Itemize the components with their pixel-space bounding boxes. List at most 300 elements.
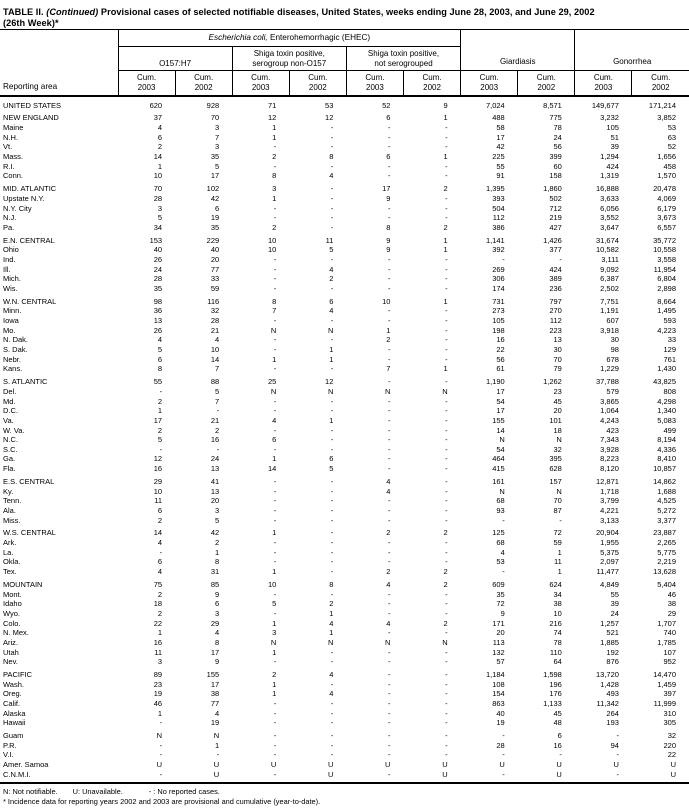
cell: 6 xyxy=(329,296,334,306)
row-label: Vt. xyxy=(3,142,13,152)
cell: 3,377 xyxy=(657,515,677,525)
cell: 220 xyxy=(663,740,677,750)
cell: 1 xyxy=(157,628,163,638)
cell: 2 xyxy=(329,599,334,609)
cell: 2 xyxy=(157,425,163,435)
cell: - xyxy=(159,547,163,557)
cell: - xyxy=(445,689,448,699)
cell: 1,428 xyxy=(600,679,619,689)
cell: 5,775 xyxy=(657,547,677,557)
table-row xyxy=(0,274,689,284)
cell: - xyxy=(445,476,448,486)
row-label: Guam xyxy=(3,731,24,741)
cell: - xyxy=(387,415,391,425)
cell: 78 xyxy=(553,123,562,133)
cell: 928 xyxy=(206,100,220,110)
cell: 7 xyxy=(215,364,220,374)
row-label: Calif. xyxy=(3,698,21,708)
cell: 4 xyxy=(329,306,334,316)
cell: 5 xyxy=(329,245,334,255)
row-label: N.Y. City xyxy=(3,203,32,213)
cell: 40 xyxy=(153,245,163,255)
cell: 6,804 xyxy=(657,274,677,284)
cell: 89 xyxy=(153,670,163,679)
cell: 952 xyxy=(663,657,677,667)
cell: 6 xyxy=(557,731,562,741)
row-label: MID. ATLANTIC xyxy=(3,184,57,194)
table-row xyxy=(0,577,689,590)
cell: 4 xyxy=(329,171,334,181)
cell: 1 xyxy=(443,235,448,245)
row-label: N. Dak. xyxy=(3,335,29,345)
cell: - xyxy=(273,718,277,728)
table-row xyxy=(0,194,689,204)
cell: 7 xyxy=(272,306,277,316)
row-label: W.S. CENTRAL xyxy=(3,528,56,538)
table-row xyxy=(0,525,689,538)
cell: N xyxy=(327,386,334,396)
notifiable-diseases-table xyxy=(0,29,689,784)
cell: 10,582 xyxy=(595,245,619,255)
cell: 2 xyxy=(443,579,448,589)
cell: 14 xyxy=(210,354,220,364)
cell: 20 xyxy=(210,254,220,264)
cell: - xyxy=(216,444,220,454)
cell: 55 xyxy=(610,589,619,599)
cell: 10 xyxy=(267,235,277,245)
cell: - xyxy=(445,547,448,557)
cell: 60 xyxy=(553,161,562,171)
cell: 39 xyxy=(610,142,619,152)
cell: 1 xyxy=(329,345,334,355)
cell: 377 xyxy=(549,245,562,255)
table-row xyxy=(0,496,689,506)
cell: 55 xyxy=(153,377,163,387)
cell: 8,194 xyxy=(657,435,677,445)
cell: 4,336 xyxy=(657,444,677,454)
table-row xyxy=(0,326,689,336)
cell: - xyxy=(159,750,163,760)
cell: 3 xyxy=(215,123,220,133)
cell: - xyxy=(445,608,448,618)
cell: 6,387 xyxy=(600,274,619,284)
row-label: W. Va. xyxy=(3,425,25,435)
table-row xyxy=(0,638,689,648)
cell: N xyxy=(556,435,562,445)
row-label: Del. xyxy=(3,386,17,396)
cell: 85 xyxy=(210,579,220,589)
cell: 464 xyxy=(492,454,505,464)
cell: 502 xyxy=(549,193,562,203)
cell: - xyxy=(445,415,448,425)
cell: - xyxy=(387,254,391,264)
cell: 9 xyxy=(386,193,391,203)
table-row xyxy=(0,689,689,699)
cell: 2,219 xyxy=(657,557,677,567)
cell: - xyxy=(330,132,334,142)
cell: 3 xyxy=(215,608,220,618)
cell: 26 xyxy=(153,254,163,264)
cell: - xyxy=(502,769,505,779)
cell: 12 xyxy=(325,377,334,387)
cell: U xyxy=(156,760,163,770)
cell: 14,862 xyxy=(653,476,677,486)
row-label: E.S. CENTRAL xyxy=(3,476,55,486)
row-label: V.I. xyxy=(3,750,14,760)
cell: 4,849 xyxy=(600,579,619,589)
cell: 22 xyxy=(667,750,677,760)
cell: - xyxy=(387,740,391,750)
cell: 8 xyxy=(215,637,220,647)
cum-2003-header: Cum. 2003 xyxy=(232,71,289,96)
table-row xyxy=(0,213,689,223)
cell: 14 xyxy=(153,152,163,162)
row-label: Okla. xyxy=(3,557,21,567)
row-label: Ga. xyxy=(3,454,16,464)
cell: 1,319 xyxy=(600,171,619,181)
cell: 93 xyxy=(496,505,505,515)
cell: 23 xyxy=(153,679,163,689)
cell: 521 xyxy=(606,628,619,638)
cell: - xyxy=(330,698,334,708)
cell: - xyxy=(445,486,448,496)
cell: - xyxy=(330,515,334,525)
cell: 21 xyxy=(210,325,220,335)
cell: - xyxy=(445,454,448,464)
cell: 579 xyxy=(606,386,619,396)
cell: - xyxy=(216,750,220,760)
cell: 236 xyxy=(549,283,562,293)
cell: N xyxy=(556,486,562,496)
cell: 2 xyxy=(386,335,391,345)
table-row xyxy=(0,110,689,123)
cell: 6 xyxy=(157,132,163,142)
cell: 11,477 xyxy=(596,567,619,577)
cell: 306 xyxy=(492,274,505,284)
cell: - xyxy=(445,496,448,506)
cell: - xyxy=(387,464,391,474)
cell: 4 xyxy=(329,670,334,679)
table-row xyxy=(0,406,689,416)
cell: 20,904 xyxy=(595,528,619,538)
cell: - xyxy=(330,142,334,152)
cell: 155 xyxy=(492,415,505,425)
cell: 3,852 xyxy=(657,113,677,123)
cell: 3,673 xyxy=(657,213,677,223)
cell: 1,340 xyxy=(657,406,677,416)
cell: - xyxy=(330,444,334,454)
cell: - xyxy=(502,750,505,760)
cell: 14,470 xyxy=(653,670,677,679)
cell: U xyxy=(327,769,334,779)
cell: - xyxy=(445,538,448,548)
table-title-week: (26th Week)* xyxy=(3,17,59,28)
cell: 2,502 xyxy=(600,283,619,293)
cell: 74 xyxy=(553,628,562,638)
cell: 264 xyxy=(606,708,619,718)
row-label: Colo. xyxy=(3,618,21,628)
cell: - xyxy=(445,132,448,142)
cell: 2 xyxy=(443,184,448,194)
cell: 1,688 xyxy=(657,486,677,496)
cell: - xyxy=(445,628,448,638)
cell: - xyxy=(445,444,448,454)
cell: 11 xyxy=(154,647,163,657)
cell: 17 xyxy=(210,647,220,657)
cell: - xyxy=(387,203,391,213)
row-label: Alaska xyxy=(3,708,26,718)
cell: 1 xyxy=(272,132,277,142)
table-row xyxy=(0,387,689,397)
cell: 20 xyxy=(553,406,562,416)
cell: - xyxy=(330,222,334,232)
cell: - xyxy=(445,505,448,515)
cell: 30 xyxy=(610,335,619,345)
cell: 1,430 xyxy=(657,364,677,374)
cell: - xyxy=(330,254,334,264)
cell: - xyxy=(273,547,277,557)
table-row xyxy=(0,223,689,233)
cell: - xyxy=(330,538,334,548)
row-label: Maine xyxy=(3,123,24,133)
table-row xyxy=(0,567,689,577)
cell: - xyxy=(330,123,334,133)
cell: - xyxy=(387,274,391,284)
cell: 624 xyxy=(549,579,562,589)
cell: 41 xyxy=(210,476,220,486)
cell: - xyxy=(445,647,448,657)
cell: 1,459 xyxy=(657,679,677,689)
cell: 51 xyxy=(610,132,619,142)
cell: 20 xyxy=(496,628,505,638)
cell: 1 xyxy=(272,567,277,577)
cell: - xyxy=(330,425,334,435)
cell: 13,720 xyxy=(595,670,619,679)
cell: 34 xyxy=(553,589,562,599)
row-label: Tenn. xyxy=(3,496,22,506)
cell: - xyxy=(445,679,448,689)
cell: - xyxy=(445,750,448,760)
table-row xyxy=(0,770,689,784)
cell: 8 xyxy=(157,364,163,374)
cell: 392 xyxy=(492,245,505,255)
cell: 112 xyxy=(549,316,562,326)
cell: - xyxy=(330,161,334,171)
cell: - xyxy=(216,406,220,416)
cell: - xyxy=(445,557,448,567)
cell: - xyxy=(387,425,391,435)
cell: - xyxy=(273,254,277,264)
cell: 395 xyxy=(549,454,562,464)
table-row xyxy=(0,445,689,455)
row-label: N. Mex. xyxy=(3,628,29,638)
cum-2002-header: Cum. 2002 xyxy=(632,71,689,96)
cell: - xyxy=(445,425,448,435)
cell: 31,674 xyxy=(595,235,619,245)
cell: - xyxy=(330,496,334,506)
ehec-group-header xyxy=(118,30,461,47)
cell: - xyxy=(387,679,391,689)
table-row xyxy=(0,335,689,345)
cell: 2 xyxy=(157,515,163,525)
table-row xyxy=(0,133,689,143)
cell: 12 xyxy=(267,113,277,123)
cell: 72 xyxy=(496,599,505,609)
cell: - xyxy=(273,708,277,718)
cell: U xyxy=(556,769,562,779)
row-label: Conn. xyxy=(3,171,24,181)
cell: - xyxy=(387,608,391,618)
table-row xyxy=(0,599,689,609)
shiga-not-sero-line2: not serogrouped xyxy=(374,58,433,68)
cell: 9 xyxy=(215,657,220,667)
cell: 35 xyxy=(153,283,163,293)
table-row xyxy=(0,316,689,326)
cell: 607 xyxy=(606,316,619,326)
o157-header xyxy=(118,47,232,71)
table-title-continued: (Continued) xyxy=(46,7,99,17)
cell: 1 xyxy=(272,689,277,699)
cell: 79 xyxy=(553,364,562,374)
row-label: Amer. Samoa xyxy=(3,760,49,770)
row-label: E.N. CENTRAL xyxy=(3,235,55,245)
row-label: P.R. xyxy=(3,740,17,750)
row-label: Ill. xyxy=(3,264,11,274)
cell: 8,223 xyxy=(600,454,619,464)
row-label: R.I. xyxy=(3,161,15,171)
cell: - xyxy=(387,515,391,525)
table-row xyxy=(0,181,689,194)
cell: U xyxy=(327,760,334,770)
cell: 33 xyxy=(667,335,677,345)
cell: - xyxy=(445,515,448,525)
cell: - xyxy=(273,335,277,345)
cell: - xyxy=(445,283,448,293)
cell: 39 xyxy=(610,599,619,609)
shiga-not-serogrouped-header xyxy=(346,47,460,71)
cell: 10 xyxy=(267,579,277,589)
cell: 2 xyxy=(215,538,220,548)
cell: 3,232 xyxy=(600,113,619,123)
cell: - xyxy=(387,689,391,699)
cell: 40 xyxy=(496,708,505,718)
cell: 7,343 xyxy=(600,435,619,445)
cell: - xyxy=(330,528,334,538)
cell: 4 xyxy=(329,264,334,274)
cell: - xyxy=(273,396,277,406)
cell: 98 xyxy=(153,296,163,306)
cell: - xyxy=(330,193,334,203)
cell: - xyxy=(273,557,277,567)
cell: - xyxy=(387,132,391,142)
cell: 6 xyxy=(157,505,163,515)
footnote-dash: - : No reported cases. xyxy=(148,787,220,797)
cell: 5,083 xyxy=(657,415,677,425)
cell: 19 xyxy=(496,718,505,728)
cell: 198 xyxy=(492,325,505,335)
cell: 4 xyxy=(157,538,163,548)
cell: - xyxy=(387,538,391,548)
cell: 1 xyxy=(329,354,334,364)
cell: 77 xyxy=(210,264,220,274)
cell: - xyxy=(387,345,391,355)
cell: - xyxy=(273,731,277,741)
cell: - xyxy=(387,406,391,416)
cell: 3 xyxy=(272,184,277,194)
cell: 56 xyxy=(553,142,562,152)
cell: 10 xyxy=(153,171,163,181)
cell: 2 xyxy=(386,528,391,538)
cell: 6 xyxy=(215,599,220,609)
cell: 229 xyxy=(206,235,220,245)
cell: 28 xyxy=(496,740,505,750)
cell: - xyxy=(445,377,448,387)
cell: 1,495 xyxy=(657,306,677,316)
cell: 609 xyxy=(492,579,505,589)
cell: 116 xyxy=(207,296,220,306)
cell: 4,069 xyxy=(657,193,677,203)
cell: 52 xyxy=(382,100,391,110)
cell: 174 xyxy=(492,283,505,293)
cell: 4 xyxy=(386,618,391,628)
cell: 225 xyxy=(492,152,505,162)
cell: 24 xyxy=(610,608,619,618)
cell: 10,558 xyxy=(653,245,677,255)
cell: 13,628 xyxy=(653,567,677,577)
cell: 1,184 xyxy=(485,670,505,679)
table-title-prefix: TABLE II. xyxy=(3,7,47,17)
cell: 11 xyxy=(154,496,163,506)
cell: 13 xyxy=(210,464,220,474)
cell: 1 xyxy=(329,415,334,425)
cell: - xyxy=(445,274,448,284)
cell: - xyxy=(330,718,334,728)
cell: - xyxy=(330,731,334,741)
cell: N xyxy=(327,637,334,647)
cell: - xyxy=(330,505,334,515)
giardiasis-header: Giardiasis xyxy=(461,30,575,71)
cell: 305 xyxy=(663,718,677,728)
cell: 415 xyxy=(492,464,505,474)
cell: - xyxy=(445,406,448,416)
cell: - xyxy=(502,254,505,264)
row-label: UNITED STATES xyxy=(3,100,62,110)
cell: - xyxy=(387,264,391,274)
cell: 105 xyxy=(606,123,619,133)
cell: 8 xyxy=(215,557,220,567)
cell: N xyxy=(213,731,220,741)
cell: 223 xyxy=(549,325,562,335)
cell: 1,294 xyxy=(600,152,619,162)
cell: 108 xyxy=(492,679,505,689)
cell: 2 xyxy=(443,528,448,538)
cell: 158 xyxy=(549,171,562,181)
cell: 808 xyxy=(663,386,677,396)
footnote-n: N: Not notifiable. xyxy=(3,787,58,797)
cell: 5,404 xyxy=(657,579,677,589)
cell: 17 xyxy=(153,415,163,425)
cell: 1 xyxy=(157,406,163,416)
table-row xyxy=(0,474,689,487)
cell: - xyxy=(445,142,448,152)
cell: - xyxy=(387,599,391,609)
cell: - xyxy=(330,647,334,657)
row-label: Iowa xyxy=(3,316,19,326)
row-label: N.H. xyxy=(3,132,18,142)
cell: 171,214 xyxy=(648,100,677,110)
cell: 1 xyxy=(272,123,277,133)
cell: - xyxy=(273,264,277,274)
